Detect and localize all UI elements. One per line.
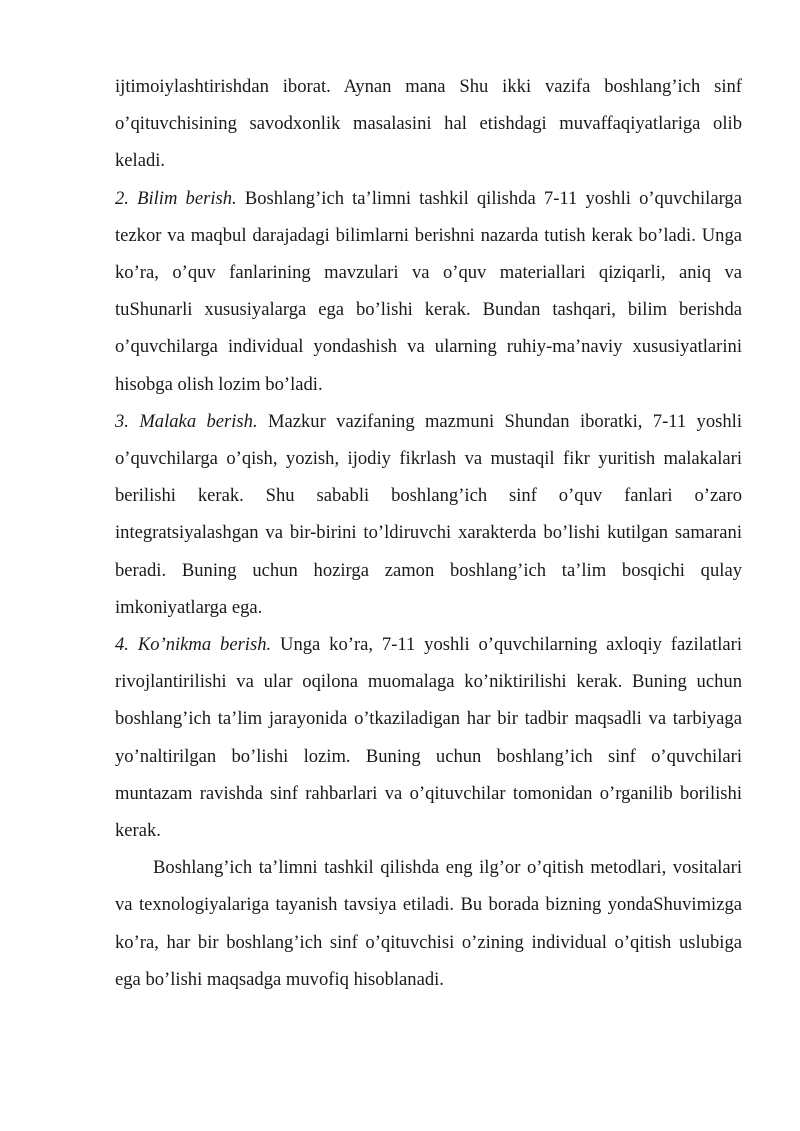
paragraph-continuation xyxy=(115,68,742,180)
paragraph-item-2 xyxy=(115,180,742,403)
paragraph-item-4 xyxy=(115,626,742,849)
document-page xyxy=(115,68,742,998)
item-number: 3. xyxy=(115,410,129,432)
paragraph-closing xyxy=(115,849,742,998)
item-title: Malaka berish. xyxy=(139,410,258,432)
item-text: Mazkur vazifaning mazmuni Shundan iboratki, 7-11 yoshli o’quvchilarga o’qish, yozish, ijodiy fikrlash va mustaqil fikr yuritish malakalari berilishi kerak. Shu sababli boshlang’ich sinf o’quv fanlari o’zaro integratsiyalashgan va bir-birini to’ldiruvchi xarakterda bo’lishi kutilgan samarani beradi. Buning uchun hozirga zamon boshlang’ich ta’lim bosqichi qulay imkoniyatlarga ega. xyxy=(115,410,742,618)
item-text: Boshlang’ich ta’limni tashkil qilishda 7-11 yoshli o’quvchilarga tezkor va maqbul darajadagi bilimlarni berishni nazarda tutish kerak bo’ladi. Unga ko’ra, o’quv fanlarining mavzulari va o’quv materiallari qiziqarli, aniq va tuShunarli xususiyalarga ega bo’lishi kerak. Bundan tashqari, bilim berishda o’quvchilarga individual yondashish va ularning ruhiy-ma’naviy xususiyatlarini hisobga olish lozim bo’ladi. xyxy=(115,187,742,395)
item-title: Bilim berish. xyxy=(137,187,237,209)
paragraph-text: Boshlang’ich ta’limni tashkil qilishda eng ilg’or o’qitish metodlari, vositalari va texnologiyalariga tayanish tavsiya etiladi. Bu borada bizning yondaShuvimizga ko’ra, har bir boshlang’ich sinf o’qituvchisi o’zining individual o’qitish uslubiga ega bo’lishi maqsadga muvofiq hisoblanadi. xyxy=(115,857,742,990)
item-number: 2. xyxy=(115,187,129,209)
item-number: 4. xyxy=(115,634,129,656)
paragraph-text: ijtimoiylashtirishdan iborat. Aynan mana Shu ikki vazifa boshlang’ich sinf o’qituvchisining savodxonlik masalasini hal etishdagi muvaffaqiyatlariga olib keladi. xyxy=(115,76,742,172)
item-title: Ko’nikma berish. xyxy=(137,634,272,656)
item-text: Unga ko’ra, 7-11 yoshli o’quvchilarning axloqiy fazilatlari rivojlantirilishi va ular oqilona muomalaga ko’niktirilishi kerak. Buning uchun boshlang’ich ta’lim jarayonida o’tkaziladigan har bir tadbir maqsadli va tarbiyaga yo’naltirilgan bo’lishi lozim. Buning uchun boshlang’ich sinf o’quvchilari muntazam ravishda sinf rahbarlari va o’qituvchilar tomonidan o’rganilib borilishi kerak. xyxy=(115,634,742,842)
paragraph-item-3 xyxy=(115,403,742,626)
